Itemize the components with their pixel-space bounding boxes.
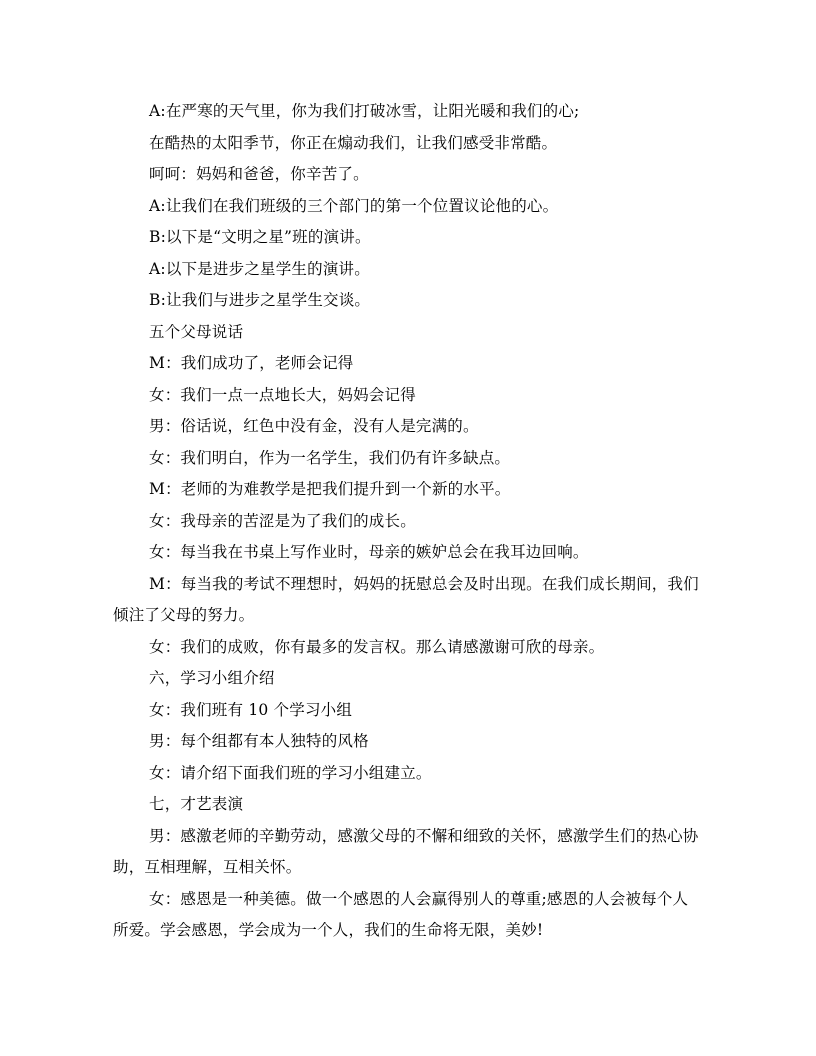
paragraph: 男：每个组都有本人独特的风格 [149, 732, 369, 750]
section-heading: 六，学习小组介绍 [149, 669, 275, 687]
paragraph: B:以下是“文明之星”班的演讲。 [149, 228, 371, 246]
paragraph: 女：感恩是一种美德。做一个感恩的人会赢得别人的尊重;感恩的人会被每个人所爱。学会感恩，学会成为一个人，我们的生命将无限，美妙! [113, 889, 689, 939]
paragraph: A:在严寒的天气里，你为我们打破冰雪，让阳光暖和我们的心; [149, 102, 580, 120]
paragraph: 呵呵：妈妈和爸爸，你辛苦了。 [149, 165, 369, 183]
paragraph: A:让我们在我们班级的三个部门的第一个位置议论他的心。 [149, 196, 559, 215]
section-heading: 五个父母说话 [149, 322, 244, 341]
paragraph: 男：俗话说，红色中没有金，没有人是完满的。 [149, 417, 479, 435]
paragraph: 在酷热的太阳季节，你正在煽动我们，让我们感受非常酷。 [149, 133, 558, 152]
paragraph: M：每当我的考试不理想时，妈妈的抚慰总会及时出现。在我们成长期间，我们倾注了父母的努力。 [113, 574, 699, 624]
paragraph: 女：请介绍下面我们班的学习小组建立。 [149, 763, 432, 782]
paragraph: 女：我母亲的苦涩是为了我们的成长。 [149, 511, 416, 530]
paragraph: 男：感激老师的辛勤劳动，感激父母的不懈和细致的关怀，感激学生们的热心协助，互相理解，互相关怀。 [113, 826, 699, 876]
paragraph: 女：每当我在书桌上写作业时，母亲的嫉妒总会在我耳边回响。 [149, 543, 589, 561]
paragraph: B:让我们与进步之星学生交谈。 [149, 291, 371, 309]
paragraph: M：我们成功了，老师会记得 [149, 354, 354, 372]
paragraph: 女：我们的成败，你有最多的发言权。那么请感激谢可欣的母亲。 [149, 637, 605, 656]
paragraph: 女：我们一点一点地长大，妈妈会记得 [149, 385, 416, 404]
paragraph: A:以下是进步之星学生的演讲。 [149, 259, 370, 278]
paragraph: 女：我们明白，作为一名学生，我们仍有许多缺点。 [149, 448, 511, 467]
paragraph: M：老师的为难教学是把我们提升到一个新的水平。 [149, 480, 511, 498]
document-body [113, 96, 703, 947]
paragraph: 女：我们班有 10 个学习小组 [149, 700, 353, 719]
section-heading: 七，才艺表演 [149, 795, 244, 813]
